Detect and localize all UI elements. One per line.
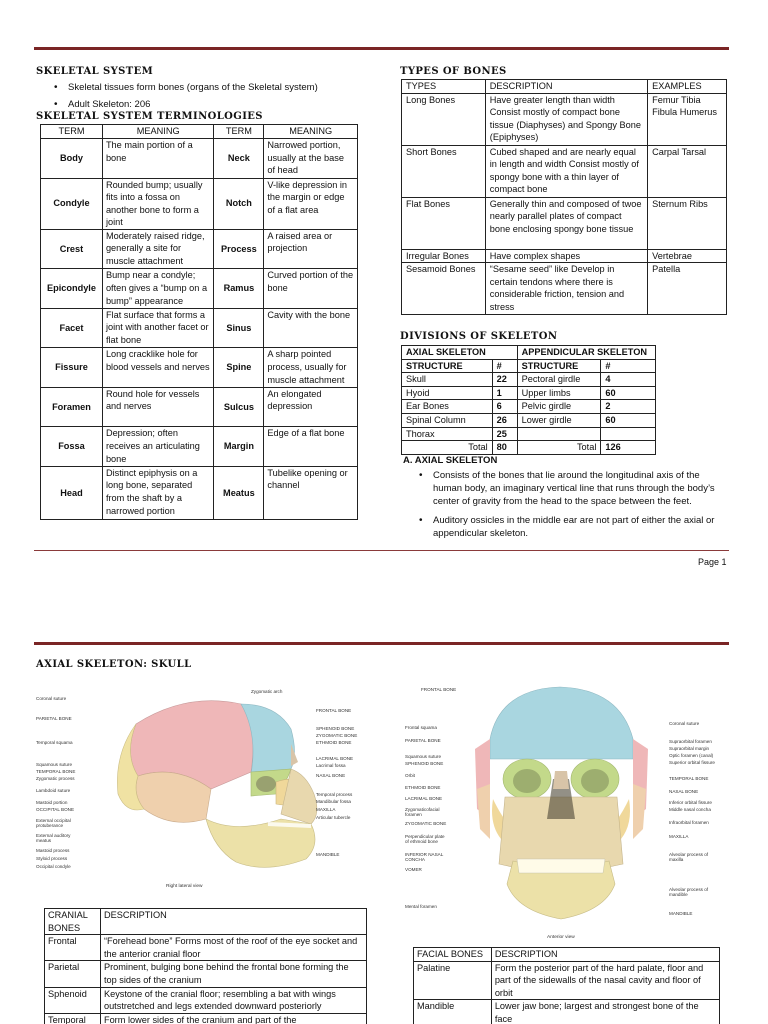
table-row — [41, 308, 358, 348]
table-header-row — [41, 125, 358, 139]
label: INFERIOR NASAL CONCHA — [405, 852, 444, 862]
bone-name-cell: Sphenoid — [45, 987, 101, 1013]
label: Frontal squama — [405, 725, 437, 730]
label: Superior orbital fissure — [669, 760, 715, 765]
table-row — [45, 961, 367, 987]
meaning-cell: Flat surface that forms a joint with another facet or flat bone — [102, 308, 213, 348]
term-cell: Meatus — [214, 466, 264, 519]
table-row — [402, 427, 656, 441]
bone-name-cell: Parietal — [45, 961, 101, 987]
structure-cell: Ear Bones — [402, 400, 493, 414]
structure-cell: Thorax — [402, 427, 493, 441]
axial-bullets — [415, 469, 727, 540]
meaning-cell: Distinct epiphysis on a long bone, separated from the shaft by a narrowed portion — [102, 466, 213, 519]
meaning-cell: An elongated depression — [264, 387, 358, 427]
cranial-bones-table — [44, 908, 367, 1024]
description-cell: Generally thin and composed of twoe nearly parallel plates of compact bone enclosing spongy bone tissue — [485, 197, 647, 249]
description-cell: Form lower sides of the cranium and part of the — [100, 1013, 366, 1024]
label: LACRIMAL BONE — [316, 756, 354, 761]
count-cell: 6 — [492, 400, 517, 414]
total-label: Total — [402, 441, 493, 455]
term-cell: Condyle — [41, 178, 103, 229]
axial-skull-heading: AXIAL SKELETON: SKULL — [36, 659, 192, 670]
divisions-table — [401, 345, 656, 455]
meaning-cell: Long cracklike hole for blood vessels and nerves — [102, 348, 213, 388]
column-header: TERM — [214, 125, 264, 139]
skeletal-system-heading: SKELETAL SYSTEM — [36, 66, 154, 77]
table-row — [402, 249, 727, 263]
table-row — [41, 269, 358, 309]
table-row — [402, 197, 727, 249]
table-row — [45, 1013, 367, 1024]
count-cell: 25 — [492, 427, 517, 441]
table-row — [402, 145, 727, 197]
count-cell: 26 — [492, 413, 517, 427]
label: Inferior orbital fissure — [669, 800, 712, 805]
meaning-cell: The main portion of a bone — [102, 139, 213, 179]
count-cell: 4 — [601, 373, 656, 387]
table-row — [414, 961, 720, 1000]
label: Alveolar process of mandible — [669, 887, 709, 897]
label: Lambdoid suture — [36, 788, 71, 793]
structure-cell: Upper limbs — [517, 386, 601, 400]
column-header: DESCRIPTION — [485, 80, 647, 94]
label: Squamous suture — [36, 762, 73, 767]
description-cell: Cubed shaped and are nearly equal in length and width Consist mostly of spongy bone with a thin layer of compact bone — [485, 145, 647, 197]
column-header: # — [601, 359, 656, 373]
bone-name-cell: Palatine — [414, 961, 492, 1000]
meaning-cell: Moderately raised ridge, generally a site for muscle attachment — [102, 229, 213, 269]
label: Lacrimal fossa — [316, 763, 346, 768]
axial-skeleton-heading: A. AXIAL SKELETON — [403, 455, 498, 466]
table-row — [41, 466, 358, 519]
label: MANDIBLE — [316, 852, 340, 857]
description-cell: Have complex shapes — [485, 249, 647, 263]
term-cell: Head — [41, 466, 103, 519]
label: Supraorbital foramen — [669, 739, 712, 744]
structure-cell — [517, 427, 601, 441]
appendicular-total: 126 — [601, 441, 656, 455]
column-header: TERM — [41, 125, 103, 139]
structure-cell: Pelvic girdle — [517, 400, 601, 414]
term-cell: Facet — [41, 308, 103, 348]
label: Zygomatic process — [36, 776, 75, 781]
examples-cell: Sternum Ribs — [648, 197, 727, 249]
column-header: DESCRIPTION — [100, 909, 366, 935]
label: Squamous suture — [405, 754, 442, 759]
description-cell: Prominent, bulging bone behind the frontal bone forming the top sides of the cranium — [100, 961, 366, 987]
label: Perpendicular plate of ethmoid bone — [405, 834, 445, 844]
table-row — [41, 387, 358, 427]
term-cell: Sulcus — [214, 387, 264, 427]
types-table — [401, 79, 727, 315]
examples-cell: Patella — [648, 263, 727, 315]
meaning-cell: Rounded bump; usually fits into a fossa on another bone to form a joint — [102, 178, 213, 229]
column-header: STRUCTURE — [517, 359, 601, 373]
column-header: MEANING — [102, 125, 213, 139]
label: Mastoid portion — [36, 800, 68, 805]
label: Articular tubercle — [316, 815, 351, 820]
anterior-skull-figure — [405, 679, 735, 947]
bone-name-cell: Mandible — [414, 1000, 492, 1024]
bone-name-cell: Temporal — [45, 1013, 101, 1024]
table-total-row — [402, 441, 656, 455]
table-subheader-row — [402, 359, 656, 373]
appendicular-header: APPENDICULAR SKELETON — [517, 346, 655, 360]
count-cell: 1 — [492, 386, 517, 400]
table-row — [402, 93, 727, 145]
description-cell: Lower jaw bone; largest and strongest bone of the face — [491, 1000, 719, 1024]
label: VOMER — [405, 867, 422, 872]
table-row — [402, 413, 656, 427]
label: Temporal squama — [36, 740, 73, 745]
structure-cell: Lower girdle — [517, 413, 601, 427]
column-header: MEANING — [264, 125, 358, 139]
bullet-item: • Adult Skeleton: 206 — [50, 98, 380, 111]
label: MAXILLA — [669, 834, 689, 839]
description-cell: Keystone of the cranial floor; resembling a bat with wings outstretched and legs extended downward posteriorly — [100, 987, 366, 1013]
label: Temporal process — [316, 792, 353, 797]
table-row — [41, 139, 358, 179]
facial-bones-table — [413, 947, 720, 1024]
skeletal-bullets — [50, 81, 380, 111]
label: LACRIMAL BONE — [405, 796, 443, 801]
meaning-cell: Round hole for vessels and nerves — [102, 387, 213, 427]
label: Supraorbital margin — [669, 746, 710, 751]
label: Infraorbital foramen — [669, 820, 709, 825]
column-header: EXAMPLES — [648, 80, 727, 94]
type-cell: Sesamoid Bones — [402, 263, 486, 315]
type-cell: Irregular Bones — [402, 249, 486, 263]
figure-caption: Anterior view — [547, 935, 575, 940]
term-cell: Spine — [214, 348, 264, 388]
column-header: STRUCTURE — [402, 359, 493, 373]
label: External occipital protuberance — [36, 818, 71, 828]
term-cell: Fissure — [41, 348, 103, 388]
structure-cell: Spinal Column — [402, 413, 493, 427]
column-header: TYPES — [402, 80, 486, 94]
label: Mandibular fossa — [316, 799, 351, 804]
table-row — [41, 427, 358, 467]
label: PARIETAL BONE — [405, 738, 441, 743]
term-cell: Fossa — [41, 427, 103, 467]
term-cell: Ramus — [214, 269, 264, 309]
meaning-cell: Bump near a condyle; often gives a “bump on a bump” appearance — [102, 269, 213, 309]
label: FRONTAL BONE — [421, 687, 457, 692]
label: ETHMOID BONE — [405, 785, 441, 790]
examples-cell: Femur Tibia Fibula Humerus — [648, 93, 727, 145]
count-cell: 60 — [601, 413, 656, 427]
label: PARIETAL BONE — [36, 716, 72, 721]
term-cell: Crest — [41, 229, 103, 269]
divisions-heading: DIVISIONS OF SKELETON — [400, 331, 558, 342]
table-row — [45, 987, 367, 1013]
label: Orbit — [405, 773, 415, 778]
types-heading: TYPES OF BONES — [400, 66, 507, 77]
table-row — [402, 400, 656, 414]
meaning-cell: Curved portion of the bone — [264, 269, 358, 309]
table-row — [45, 935, 367, 961]
label: Coronal suture — [669, 721, 700, 726]
label: TEMPORAL BONE — [669, 776, 709, 781]
table-row — [402, 386, 656, 400]
term-cell: Process — [214, 229, 264, 269]
label: Zygomatic arch — [251, 689, 283, 694]
meaning-cell: Edge of a flat bone — [264, 427, 358, 467]
meaning-cell: V-like depression in the margin or edge of a flat area — [264, 178, 358, 229]
examples-cell: Carpal Tarsal — [648, 145, 727, 197]
type-cell: Long Bones — [402, 93, 486, 145]
label: NASAL BONE — [316, 773, 346, 778]
figure-caption: Right lateral view — [166, 884, 203, 889]
label: ZYGOMATIC BONE — [405, 821, 447, 826]
description-cell: Form the posterior part of the hard palate, floor and part of the sidewalls of the nasal cavity and floor of orbit — [491, 961, 719, 1000]
term-cell: Neck — [214, 139, 264, 179]
meaning-cell: Depression; often receives an articulating bone — [102, 427, 213, 467]
axial-header: AXIAL SKELETON — [402, 346, 518, 360]
label: ETHMOID BONE — [316, 740, 352, 745]
axial-total: 80 — [492, 441, 517, 455]
label: Optic foramen (canal) — [669, 753, 714, 758]
table-header-row — [402, 80, 727, 94]
label: MAXILLA — [316, 807, 336, 812]
column-header: CRANIAL BONES — [45, 909, 101, 935]
column-header: FACIAL BONES — [414, 948, 492, 962]
table-row — [402, 373, 656, 387]
term-cell: Foramen — [41, 387, 103, 427]
terminologies-heading: SKELETAL SYSTEM TERMINOLOGIES — [36, 111, 263, 122]
label: Alveolar process of maxilla — [669, 852, 709, 862]
description-cell: “Sesame seed” like Develop in certain tendons where there is considerable friction, tension and stress — [485, 263, 647, 315]
label: FRONTAL BONE — [316, 708, 352, 713]
table-header-row — [414, 948, 720, 962]
examples-cell: Vertebrae — [648, 249, 727, 263]
lateral-skull-figure — [36, 684, 366, 902]
meaning-cell: Narrowed portion, usually at the base of head — [264, 139, 358, 179]
label: Styloid process — [36, 856, 68, 861]
bullet-item: • Consists of the bones that lie around the longitudinal axis of the human body, an imaginary vertical line that runs through the body’s center of gravity from the head to the space between the feet. — [415, 469, 727, 508]
term-cell: Body — [41, 139, 103, 179]
type-cell: Flat Bones — [402, 197, 486, 249]
bullet-item: • Skeletal tissues form bones (organs of the Skeletal system) — [50, 81, 380, 94]
table-row — [41, 348, 358, 388]
table-row — [41, 178, 358, 229]
table-row — [41, 229, 358, 269]
label: SPHENOID BONE — [405, 761, 444, 766]
count-cell: 60 — [601, 386, 656, 400]
table-header-row — [45, 909, 367, 935]
column-header: DESCRIPTION — [491, 948, 719, 962]
page-divider — [34, 550, 729, 551]
meaning-cell: Cavity with the bone — [264, 308, 358, 348]
bone-name-cell: Frontal — [45, 935, 101, 961]
terminologies-table — [40, 124, 358, 520]
description-cell: Have greater length than width Consist mostly of compact bone tissue (Diaphyses) and Spongy Bone (Epiphyses) — [485, 93, 647, 145]
label: Mastoid process — [36, 848, 70, 853]
structure-cell: Skull — [402, 373, 493, 387]
count-cell: 2 — [601, 400, 656, 414]
term-cell: Notch — [214, 178, 264, 229]
total-label: Total — [517, 441, 601, 455]
count-cell: 22 — [492, 373, 517, 387]
page2-top-rule — [34, 642, 729, 645]
meaning-cell: A raised area or projection — [264, 229, 358, 269]
label: ZYGOMATIC BONE — [316, 733, 358, 738]
term-cell: Sinus — [214, 308, 264, 348]
top-rule — [34, 47, 729, 50]
table-header-row — [402, 346, 656, 360]
label: Zygomaticofacial foramen — [405, 807, 440, 817]
meaning-cell: A sharp pointed process, usually for muscle attachment — [264, 348, 358, 388]
page-number: Page 1 — [698, 557, 727, 567]
label: Coronal suture — [36, 696, 67, 701]
meaning-cell: Tubelike opening or channel — [264, 466, 358, 519]
term-cell: Epicondyle — [41, 269, 103, 309]
label: NASAL BONE — [669, 789, 699, 794]
table-row — [402, 263, 727, 315]
label: Occipital condyle — [36, 864, 71, 869]
bullet-item: • Auditory ossicles in the middle ear are not part of either the axial or appendicular skeleton. — [415, 514, 727, 540]
label: TEMPORAL BONE — [36, 769, 76, 774]
label: OCCIPITAL BONE — [36, 807, 75, 812]
structure-cell: Hyoid — [402, 386, 493, 400]
label: SPHENOID BONE — [316, 726, 355, 731]
count-cell — [601, 427, 656, 441]
term-cell: Margin — [214, 427, 264, 467]
column-header: # — [492, 359, 517, 373]
description-cell: “Forehead bone” Forms most of the roof of the eye socket and the anterior cranial floor — [100, 935, 366, 961]
label: Middle nasal concha — [669, 807, 711, 812]
type-cell: Short Bones — [402, 145, 486, 197]
label: MANDIBLE — [669, 911, 693, 916]
structure-cell: Pectoral girdle — [517, 373, 601, 387]
anterior-skull-illustration — [405, 679, 735, 947]
label: External auditory meatus — [36, 833, 71, 843]
label: Mental foramen — [405, 904, 437, 909]
table-row — [414, 1000, 720, 1024]
